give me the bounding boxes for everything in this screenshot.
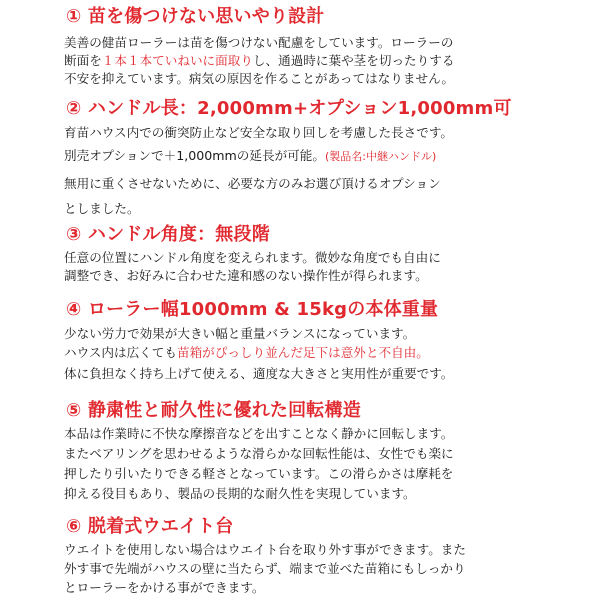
section-3-line-2: 調整でき、お好みに合わせた違和感のない操作性が得られます。	[64, 268, 428, 283]
section-1-line-2-highlight: １本１本ていねいに面取り	[101, 53, 253, 68]
section-4-line-2	[64, 344, 429, 362]
section-2-product-name-note: (製品名:中継ハンドル)	[324, 150, 437, 163]
section-1-line-1: 美善の健苗ローラーは苗を傷つけない配慮をしています。ローラーの	[64, 35, 454, 50]
section-6-line-2: 外す事で先端がハウスの壁に当たらず、端まで並べた苗箱にもしっかり	[64, 561, 466, 576]
section-6-heading: ⑥ 脱着式ウエイト台	[66, 516, 234, 537]
section-1-line-2	[64, 52, 454, 70]
section-2-line-2-a: 別売オプションで＋1,000mmの延長が可能。	[64, 148, 325, 163]
section-5-heading: ⑤ 静粛性と耐久性に優れた回転構造	[66, 400, 361, 421]
section-4-line-2-a: ハウス内は広くても	[64, 345, 177, 360]
section-3-line-1: 任意の位置にハンドル角度を変えられます。微妙な角度でも自由に	[64, 250, 441, 265]
section-4-line-3: 体に負担なく持ち上げて使える、適度な大きさと実用性が重要です。	[64, 366, 454, 381]
section-1-line-2-a: 断面を	[64, 53, 102, 68]
section-4-line-2-highlight: 苗箱がぴっしり並んだ足下は意外と不自由。	[176, 345, 429, 360]
section-1-line-2-b: し、通過時に葉や茎を切ったりする	[252, 53, 455, 68]
section-2-line-3: 無用に重くさせないために、必要な方のみお選び頂けるオプション	[64, 176, 441, 191]
section-1-heading: ① 苗を傷つけない思いやり設計	[66, 6, 325, 27]
section-1-line-3: 不安を抑えています。病気の原因を作ることがあってはなりません。	[64, 71, 455, 86]
section-4-line-1: 少ない労力で効果が大きい幅と重量バランスになっています。	[64, 326, 416, 341]
section-6-line-3: とローラーをかける事ができます。	[64, 580, 265, 595]
section-2-line-4: としました。	[64, 201, 140, 216]
section-5-line-3: 押したり引いたりできる軽さとなっています。この滑らかさは摩耗を	[64, 466, 454, 481]
section-5-line-1: 本品は作業時に不快な摩擦音などを出すことなく静かに回転します。	[64, 426, 454, 441]
section-2-heading: ② ハンドル長：2,000mm+オプション1,000mm可	[66, 98, 512, 119]
section-2-line-2	[64, 147, 436, 166]
section-5-line-2: またベアリングを思わせるような滑らかな回転性能は、女性でも楽に	[64, 446, 454, 461]
section-4-heading: ④ ローラー幅1000mm & 15kgの本体重量	[66, 299, 439, 320]
section-5-line-4: 抑える役目もあり、製品の長期的な耐久性を実現しています。	[64, 486, 416, 501]
section-2-line-1: 育苗ハウス内での衝突防止など安全な取り回しを考慮した長さです。	[64, 125, 454, 140]
section-3-heading: ③ ハンドル角度：無段階	[66, 224, 270, 245]
section-6-line-1: ウエイトを使用しない場合はウエイト台を取り外す事ができます。また	[64, 542, 466, 557]
